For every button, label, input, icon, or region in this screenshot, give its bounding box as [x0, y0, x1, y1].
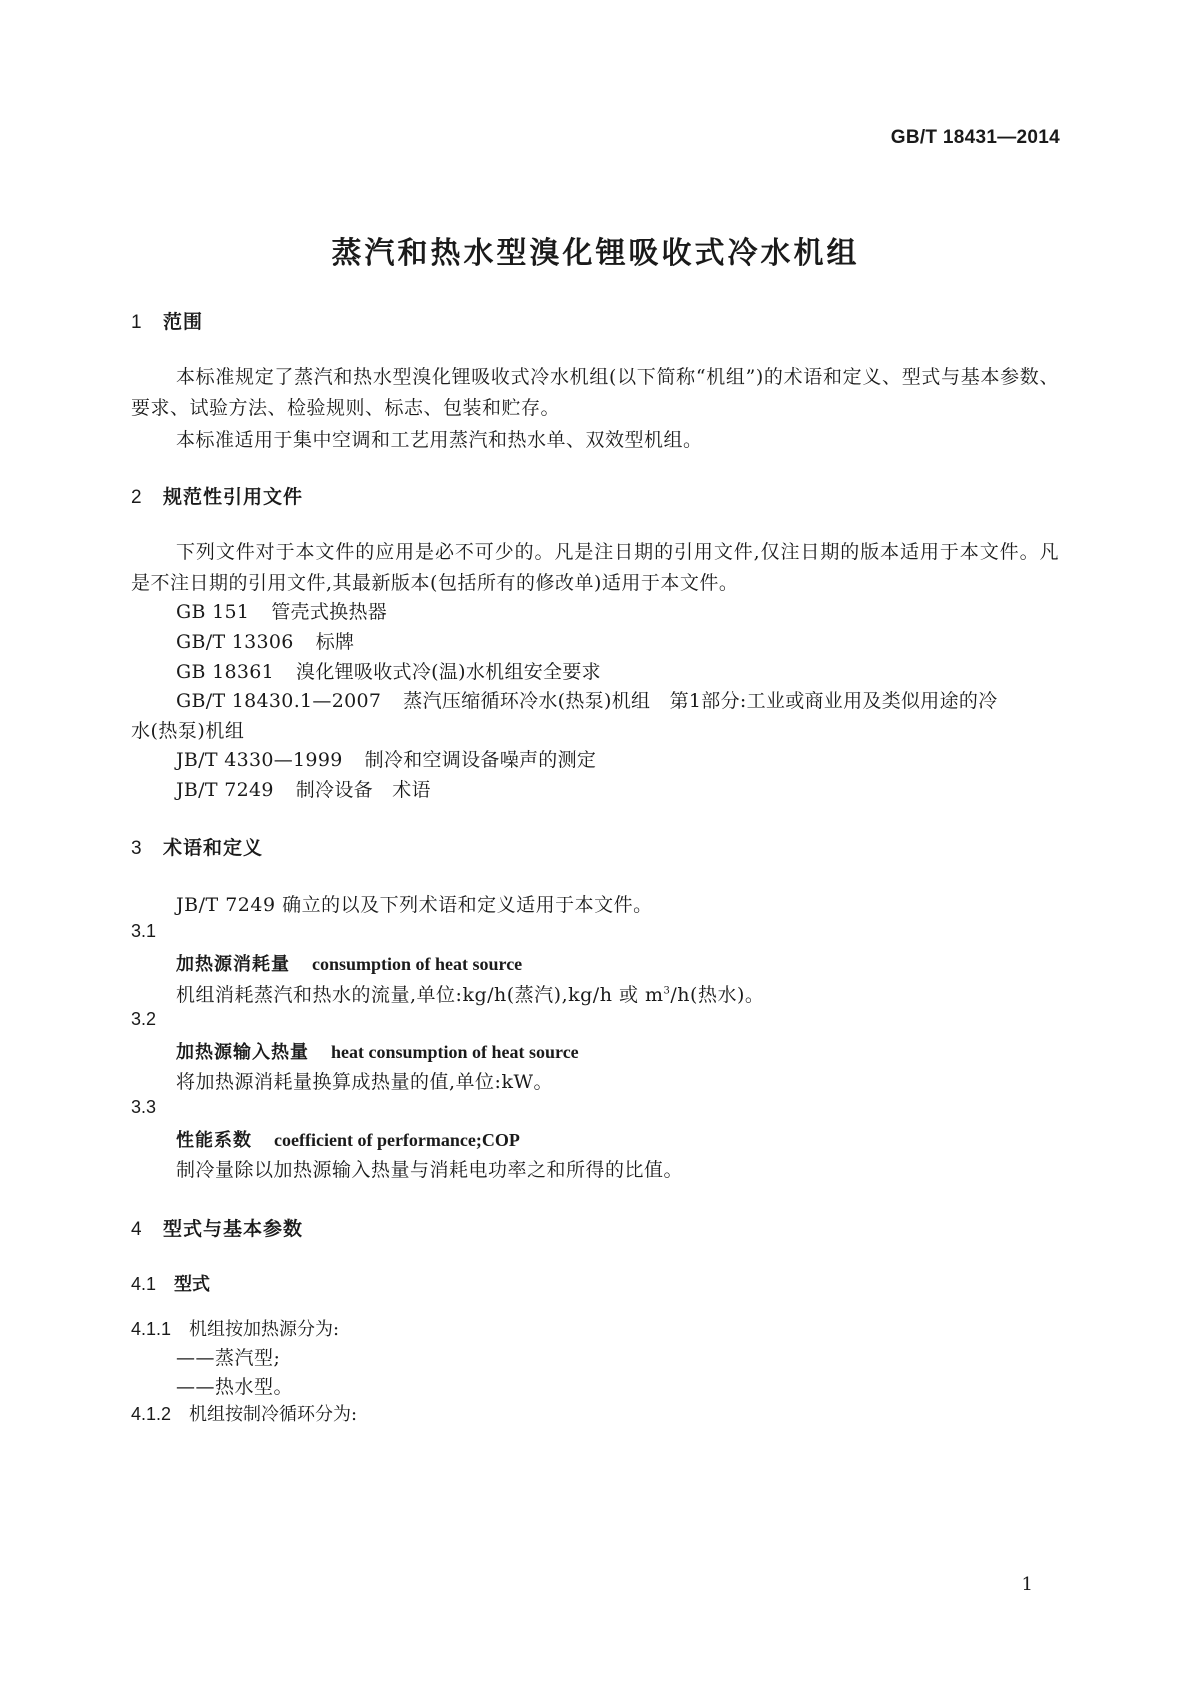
term-english: consumption of heat source — [312, 954, 523, 974]
term-definition-text: 机组消耗蒸汽和热水的流量,单位:kg/h(蒸汽),kg/h 或 m — [176, 984, 664, 1006]
term-definition-text: /h(热水)。 — [670, 984, 765, 1006]
section-number: 2 — [131, 487, 143, 508]
term-heading — [176, 950, 522, 976]
section-number: 1 — [131, 312, 143, 333]
reference-title: 标牌 — [315, 631, 355, 653]
term-definition — [176, 980, 764, 1007]
clause-number: 4.1.2 — [131, 1404, 172, 1424]
term-number: 3.1 — [131, 921, 157, 941]
superscript: 3 — [663, 985, 671, 997]
subsection-number: 4.1 — [131, 1274, 157, 1294]
subsection-4-1-heading — [131, 1270, 210, 1296]
clause-text: 机组按制冷循环分为: — [189, 1404, 358, 1425]
clause-text: 机组按加热源分为: — [189, 1319, 340, 1340]
reference-title: 制冷和空调设备噪声的测定 — [364, 749, 597, 771]
reference-item — [176, 627, 354, 654]
reference-item — [176, 657, 601, 684]
term-definition: 制冷量除以加热源输入热量与消耗电功率之和所得的比值。 — [176, 1159, 684, 1181]
reference-title: 管壳式换热器 — [271, 601, 388, 623]
section-title: 术语和定义 — [163, 837, 264, 859]
section-3-heading — [131, 833, 263, 860]
clause-4-1-2 — [131, 1400, 357, 1426]
reference-title: 蒸汽压缩循环冷水(热泵)机组 第1部分:工业或商业用及类似用途的冷 — [403, 690, 998, 712]
term-number: 3.2 — [131, 1009, 157, 1029]
reference-title: 溴化锂吸收式冷(温)水机组安全要求 — [296, 661, 601, 683]
term-english: coefficient of performance;COP — [274, 1130, 520, 1150]
section-1-paragraph-2: 本标准适用于集中空调和工艺用蒸汽和热水单、双效型机组。 — [176, 429, 703, 451]
clause-4-1-1 — [131, 1315, 339, 1341]
reference-code: GB 18361 — [176, 661, 275, 683]
list-item: ——热水型。 — [176, 1376, 294, 1398]
page-number: 1 — [1021, 1574, 1033, 1595]
section-2-heading — [131, 482, 303, 509]
clause-number: 4.1.1 — [131, 1319, 172, 1339]
section-title: 规范性引用文件 — [163, 486, 304, 508]
section-2-paragraph-1: 下列文件对于本文件的应用是必不可少的。凡是注日期的引用文件,仅注日期的版本适用于本文件。凡是不注日期的引用文件,其最新版本(包括所有的修改单)适用于本文件。 — [131, 541, 1059, 594]
section-number: 3 — [131, 838, 143, 859]
subsection-title: 型式 — [174, 1274, 211, 1295]
reference-item — [176, 775, 431, 802]
section-number: 4 — [131, 1219, 143, 1240]
term-number: 3.3 — [131, 1097, 157, 1117]
term-chinese: 性能系数 — [176, 1130, 252, 1151]
list-item: ——蒸汽型; — [176, 1347, 281, 1369]
term-definition: 将加热源消耗量换算成热量的值,单位:kW。 — [176, 1071, 553, 1093]
section-3-intro: JB/T 7249 确立的以及下列术语和定义适用于本文件。 — [176, 894, 653, 916]
reference-item — [176, 686, 998, 713]
reference-title: 制冷设备 术语 — [295, 779, 431, 801]
section-4-heading — [131, 1214, 303, 1241]
term-heading — [176, 1038, 579, 1064]
term-heading — [176, 1126, 520, 1152]
document-title: 蒸汽和热水型溴化锂吸收式冷水机组 — [331, 236, 860, 271]
reference-code: GB/T 13306 — [176, 631, 294, 653]
reference-title-continued: 水(热泵)机组 — [131, 720, 245, 742]
section-title: 型式与基本参数 — [163, 1218, 304, 1240]
section-title: 范围 — [163, 311, 204, 333]
reference-code: JB/T 4330—1999 — [176, 749, 343, 771]
term-chinese: 加热源消耗量 — [176, 954, 290, 975]
term-english: heat consumption of heat source — [331, 1042, 579, 1062]
reference-item — [176, 745, 596, 772]
standard-number: GB/T 18431—2014 — [890, 127, 1060, 148]
reference-item — [176, 597, 387, 624]
reference-code: GB 151 — [176, 601, 250, 623]
term-chinese: 加热源输入热量 — [176, 1042, 309, 1063]
section-1-paragraph-1: 本标准规定了蒸汽和热水型溴化锂吸收式冷水机组(以下简称“机组”)的术语和定义、型式与基本参数、要求、试验方法、检验规则、标志、包装和贮存。 — [131, 366, 1059, 419]
reference-code: GB/T 18430.1—2007 — [176, 690, 382, 712]
section-1-heading — [131, 307, 203, 334]
reference-code: JB/T 7249 — [176, 779, 274, 801]
